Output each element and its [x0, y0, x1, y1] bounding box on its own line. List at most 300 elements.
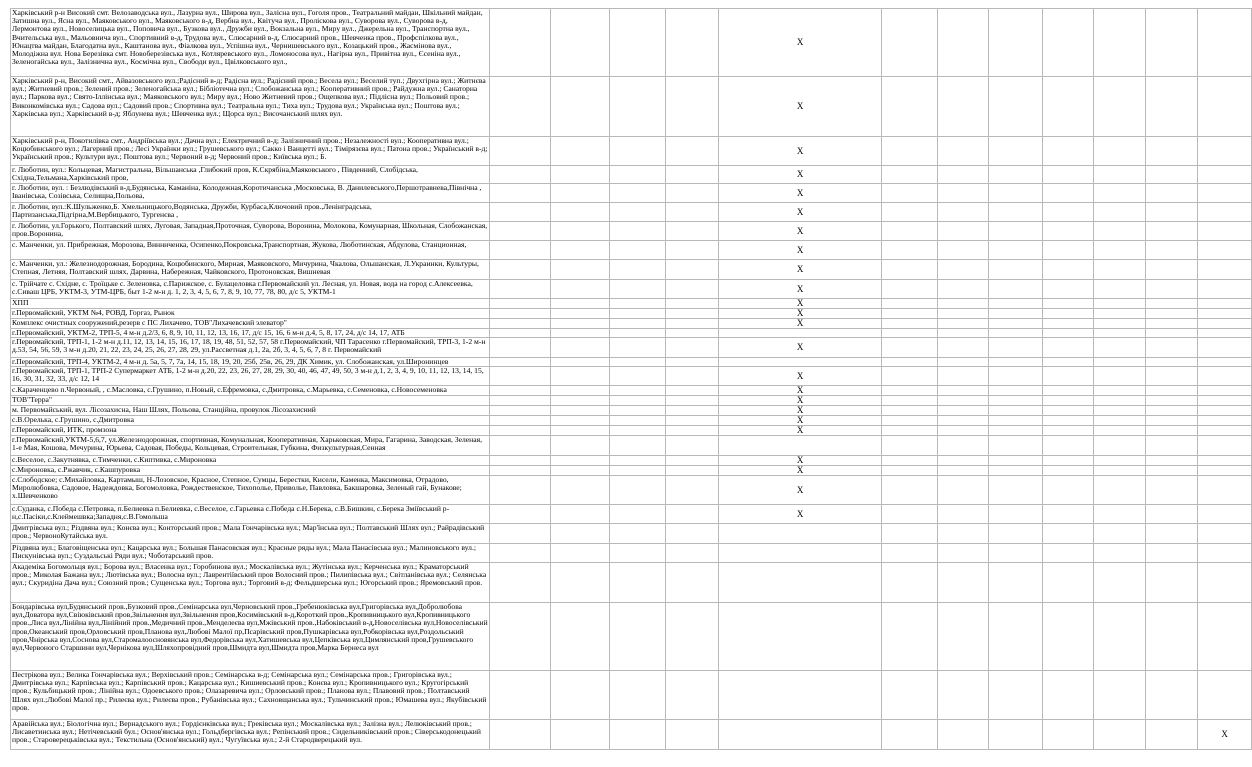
table-row	[11, 456, 1252, 466]
empty-cell	[882, 426, 937, 436]
empty-cell	[718, 720, 882, 750]
empty-cell	[1145, 260, 1197, 280]
empty-cell	[1094, 720, 1146, 750]
empty-cell	[989, 671, 1042, 720]
empty-cell	[989, 524, 1042, 544]
empty-cell	[1145, 524, 1197, 544]
empty-cell	[989, 406, 1042, 416]
empty-cell	[551, 524, 610, 544]
schedule-mark: X	[718, 77, 882, 137]
empty-cell	[937, 203, 989, 222]
empty-cell	[1198, 137, 1252, 166]
empty-cell	[551, 456, 610, 466]
empty-cell	[551, 77, 610, 137]
empty-cell	[666, 544, 718, 563]
empty-cell	[989, 9, 1042, 77]
empty-cell	[1042, 9, 1094, 77]
empty-cell	[666, 166, 718, 184]
empty-cell	[937, 671, 989, 720]
table-row	[11, 396, 1252, 406]
empty-cell	[1042, 476, 1094, 505]
address-cell	[11, 241, 490, 260]
address-cell	[11, 406, 490, 416]
schedule-mark	[718, 329, 882, 338]
empty-cell	[1094, 166, 1146, 184]
empty-cell	[551, 358, 610, 367]
empty-cell	[1145, 309, 1197, 319]
empty-cell	[718, 524, 882, 544]
empty-cell	[610, 505, 666, 524]
empty-cell	[882, 299, 937, 309]
address-cell	[11, 456, 490, 466]
empty-cell	[551, 203, 610, 222]
address-cell	[11, 563, 490, 603]
address-cell	[11, 184, 490, 203]
empty-cell	[1094, 309, 1146, 319]
address-cell	[11, 367, 490, 386]
empty-cell	[1094, 426, 1146, 436]
address-text: г.Первомайский, ТРП-4, УКТМ-2, 4 м-н д. 5а, 5, 7, 7а, 14, 15, 18, 19, 20, 25б, 25в, 26, 29, ДК Химик, ул. Слобожанская, ул.Широнинцев	[12, 358, 449, 366]
empty-cell	[989, 603, 1042, 671]
empty-cell	[489, 77, 551, 137]
empty-cell	[937, 396, 989, 406]
table-row	[11, 544, 1252, 563]
empty-cell	[1094, 671, 1146, 720]
schedule-mark: X	[718, 184, 882, 203]
empty-cell	[1094, 329, 1146, 338]
empty-cell	[1145, 241, 1197, 260]
empty-cell	[937, 137, 989, 166]
table-row	[11, 241, 1252, 260]
empty-cell	[937, 505, 989, 524]
table-row	[11, 329, 1252, 338]
address-text: г. Люботин, вул. : Безлюдівський в-д,Будянська, Каманіна, Колодежная,Коротичанська ,Московська, В. Данилевського,Першотравнева,Північна , Іванівська, Созівська, Селищна,Польова,	[12, 184, 482, 201]
schedule-mark: X	[718, 426, 882, 436]
empty-cell	[1198, 456, 1252, 466]
empty-cell	[489, 720, 551, 750]
empty-cell	[489, 338, 551, 358]
empty-cell	[1042, 386, 1094, 396]
empty-cell	[882, 367, 937, 386]
empty-cell	[937, 476, 989, 505]
empty-cell	[1198, 166, 1252, 184]
address-text: с.Веселое, с.Закутнявка, с.Тимченки, с.Киптивка, с.Мироновка	[12, 456, 217, 464]
address-cell	[11, 476, 490, 505]
empty-cell	[551, 466, 610, 476]
empty-cell	[1145, 406, 1197, 416]
empty-cell	[666, 241, 718, 260]
empty-cell	[610, 367, 666, 386]
address-cell	[11, 505, 490, 524]
empty-cell	[1145, 338, 1197, 358]
empty-cell	[666, 184, 718, 203]
address-text: с. Манченки, ул.: Железнодорожная, Бородина, Коцюбинского, Мирная, Маяковского, Мичурина, Чкалова, Ольшанская, Л.Украинки, Культуры, Степная, Летняя, Полтавский шлях, Дарвина, Набережная, Чайковского, Протоновская, Вишневая	[12, 260, 479, 277]
empty-cell	[489, 367, 551, 386]
empty-cell	[718, 544, 882, 563]
empty-cell	[1094, 544, 1146, 563]
empty-cell	[1198, 260, 1252, 280]
empty-cell	[610, 203, 666, 222]
table-row	[11, 671, 1252, 720]
schedule-mark	[718, 358, 882, 367]
empty-cell	[1145, 222, 1197, 241]
empty-cell	[1198, 319, 1252, 329]
empty-cell	[1042, 544, 1094, 563]
empty-cell	[666, 260, 718, 280]
empty-cell	[882, 222, 937, 241]
empty-cell	[882, 77, 937, 137]
empty-cell	[1145, 671, 1197, 720]
empty-cell	[1145, 386, 1197, 396]
empty-cell	[551, 406, 610, 416]
schedule-mark: X	[718, 280, 882, 299]
empty-cell	[551, 367, 610, 386]
table-row	[11, 166, 1252, 184]
empty-cell	[1094, 524, 1146, 544]
empty-cell	[989, 476, 1042, 505]
empty-cell	[882, 671, 937, 720]
empty-cell	[1145, 466, 1197, 476]
address-text: г.Первомайский, ТРП-1, ТРП-2 Супермаркет АТБ, 1-2 м-н д.20, 22, 23, 26, 27, 28, 29, 30, 40, 46, 47, 49, 50, 3 м-н д.1, 2, 3, 4, 9, 10, 11, 12, 13, 14, 15, 16, 30, 31, 32, 33, д/с 12, 14	[12, 367, 484, 384]
address-text: Харківський р-н Високий смт. Велозаводська вул., Лазурна вул., Широва вул., Залісна вул., Гоголя пров., Театральний майдан, Шкільний майдан, Затишна вул., Ясна вул., Маяковського вул., Маяковського в-д, Вербна вул., Квітуча вул., Пролісковa вул., Суворова вул., Суворова в-д, Лермонтова вул., Новоселицька вул., Поповича вул., Бузкова вул., Дружби вул., Вокзальна вул., Миру вул., Джерельна вул., Транспортна вул., Вчительська вул., Мальовнича вул., Спортивний в-д, Трудова вул., Слюсарний в-д, Слюсарний пров., Шевченка пров., Профспілкова вул., Юнацтва майдан, Благодатна вул., Каштанова вул., Фіалкова вул., Успішна вул., Чернишевського вул., Козацький пров., Жасмінова вул., Молодіжна вул. Нова Березівка смт. Новоберезівська вул., Котляревського вул., Ломоносова вул., Нагірна вул., Привітна вул., Єсеніна вул., Зеленогайська вул., Залізнична вул., Космічна вул., Свободи вул., Цвілковського вул.,	[12, 9, 483, 67]
empty-cell	[882, 9, 937, 77]
empty-cell	[1145, 77, 1197, 137]
empty-cell	[610, 603, 666, 671]
empty-cell	[610, 524, 666, 544]
empty-cell	[489, 222, 551, 241]
address-text: г.Первомайский, УКТМ №4, РОВД, Горгаз, Рынок	[12, 309, 175, 317]
empty-cell	[666, 563, 718, 603]
empty-cell	[1198, 436, 1252, 456]
schedule-mark: X	[718, 367, 882, 386]
empty-cell	[989, 466, 1042, 476]
schedule-mark: X	[718, 476, 882, 505]
empty-cell	[1198, 563, 1252, 603]
table-row	[11, 436, 1252, 456]
empty-cell	[937, 466, 989, 476]
empty-cell	[1145, 137, 1197, 166]
empty-cell	[610, 184, 666, 203]
empty-cell	[937, 406, 989, 416]
table-row	[11, 524, 1252, 544]
empty-cell	[937, 456, 989, 466]
empty-cell	[1198, 329, 1252, 338]
schedule-mark: X	[718, 203, 882, 222]
empty-cell	[989, 386, 1042, 396]
empty-cell	[882, 544, 937, 563]
empty-cell	[666, 524, 718, 544]
empty-cell	[882, 563, 937, 603]
empty-cell	[937, 241, 989, 260]
address-text: с.Суданка, с.Победа с.Петровка, п.Белиевка п.Белиевка, с.Веселое, с.Гарьевка с.Победа с.Н.Берека, с.В.Бишкин, с.Берека Зміївський р-н,с.Пасіки,с.Клеймешвка;Западня,с.В.Гомольша	[12, 505, 450, 522]
empty-cell	[937, 77, 989, 137]
empty-cell	[551, 309, 610, 319]
empty-cell	[1094, 603, 1146, 671]
empty-cell	[1042, 309, 1094, 319]
empty-cell	[989, 203, 1042, 222]
empty-cell	[1094, 358, 1146, 367]
empty-cell	[989, 338, 1042, 358]
empty-cell	[1094, 184, 1146, 203]
empty-cell	[666, 77, 718, 137]
empty-cell	[989, 456, 1042, 466]
empty-cell	[666, 137, 718, 166]
address-cell	[11, 358, 490, 367]
address-cell	[11, 280, 490, 299]
empty-cell	[937, 329, 989, 338]
empty-cell	[1094, 476, 1146, 505]
address-cell	[11, 603, 490, 671]
address-text: Бондарівська вул,Будянський пров.,Бузковий пров.,Семінарська вул,Черновський пров.,Гребенюківська вул,Григорівська вул,Добролюбова вул,Доватора вул,Свіюківський пров,Звільнення вул,Звільнення пров,Косимівський в-д,Короткий пров.,Кропивницького вул,Кропивницького пров.,Лиса вул,Лінійна вул,Лінійний пров.,Медичний пров.,Менделеєва вул,Мжівський пров.,Набоківський в-д,Новоселівська вул,Новоселівський пров,Океанський пров,Орловський пров,Планова вул,Любові Малої пр,Псарівський пров,Пушкарівська вул,Робкорівська вул,Роздольський пров,Чнірська вул,Соснова вул,Старомалоосновянська вул,Федорівська вул,Хатишевська вул,Цепківська вул,Цимлянський пров,Грушевського вул,Червоного Старшини вул,Чернікова вул,Шляхопровідний пров,Шмидта вул,Шмидта пров,Марка Бернеса вул	[12, 603, 488, 653]
empty-cell	[1198, 426, 1252, 436]
empty-cell	[882, 436, 937, 456]
empty-cell	[989, 241, 1042, 260]
empty-cell	[989, 720, 1042, 750]
empty-cell	[882, 396, 937, 406]
empty-cell	[1042, 671, 1094, 720]
empty-cell	[1145, 396, 1197, 406]
address-cell	[11, 436, 490, 456]
address-text: с. Манченки, ул. Прибрежная, Морозова, Винниченка, Осипенко,Покровська,Транспортная, Жукова, Люботинская, Абдулова, Станционная,	[12, 241, 467, 249]
empty-cell	[1198, 309, 1252, 319]
empty-cell	[937, 436, 989, 456]
empty-cell	[1042, 603, 1094, 671]
empty-cell	[989, 309, 1042, 319]
address-text: г.Первомайский, ТРП-1, 1-2 м-н д.11, 12, 13, 14, 15, 16, 17, 18, 19, 48, 51, 52, 57, 58 г.Первомайский, ЧП Тарасенко г.Первомайский, ТРП-3, 1-2 м-н д.53, 54, 56, 59, 3 м-н д.20, 21, 22, 23, 24, 25, 26, 27, 28, 29, ул.Рассветная д.1, 2а, 2б, 3, 4, 5, 6, 7, 8 г. Первомайский	[12, 338, 486, 355]
empty-cell	[989, 563, 1042, 603]
empty-cell	[1198, 386, 1252, 396]
empty-cell	[1145, 426, 1197, 436]
empty-cell	[989, 137, 1042, 166]
address-text: Харківський р-н, Високий смт., Айвазовського вул.;Радісний в-д; Радісна вул.; Радісний пров.; Весела вул.; Веселий туп.; Двухгірна вул.; Житнєва вул.; Житневий пров.; Зелений пров.; Зеленогайська вул.; Бібліотечна вул.; Слобожанська вул.; Кооперативний пров.; Райдужна вул.; Санаторна вул.; Паркова вул.; Свято-Іллінська вул.; Маяковського вул.; Миру вул.; Ново Житневий пров.; Ощепкова вул.; Підлісна вул.; Польовий пров.; Виконкомівська вул.; Садова вул.; Садовий пров.; Спортивна вул.; Театральна вул.; Тиха вул.; Трудова вул.; Українська вул.; Поштова вул.; Харківська вул.; Харківський в-д; Яблунева вул.; Шевченка вул.; Щорса вул.; Височанський шлях вул.	[12, 77, 486, 118]
schedule-mark: X	[718, 222, 882, 241]
address-text: с. Трійчате с. Східне, с. Троїцьке с. Зеленовка, с.Парижское, с. Булацеловка г.Первомайский ул. Лесная, ул. Новая, вода на город с.Алексеевка, с.Сиваш ЦРБ, УКТМ-3, УТМ-ЦРБ, быт 1-2 м-н д. 1, 2, 3, 4, 5, 6, 7, 8, 9, 10, 77, 78, 80, д/с 5, УКТМ-1	[12, 280, 473, 297]
empty-cell	[551, 671, 610, 720]
empty-cell	[1198, 241, 1252, 260]
empty-cell	[1094, 416, 1146, 426]
empty-cell	[489, 241, 551, 260]
address-text: г. Люботин, ул.Горького, Полтавский шлях, Луговая, Западная,Проточная, Суворова, Воронина, Молокова, Комунарная, Школьная, Слобожанская, пров.Воронина,	[12, 222, 488, 239]
empty-cell	[937, 367, 989, 386]
empty-cell	[1094, 299, 1146, 309]
empty-cell	[1198, 603, 1252, 671]
empty-cell	[1094, 319, 1146, 329]
empty-cell	[882, 319, 937, 329]
address-cell	[11, 396, 490, 406]
empty-cell	[1198, 544, 1252, 563]
empty-cell	[551, 137, 610, 166]
empty-cell	[1145, 329, 1197, 338]
address-cell	[11, 720, 490, 750]
empty-cell	[666, 203, 718, 222]
empty-cell	[666, 671, 718, 720]
empty-cell	[1198, 396, 1252, 406]
address-text: Академіка Богомольця вул.; Борова вул.; Власенка вул.; Горобинова вул.; Москалівська вул.; Жутінська вул.; Керченська вул.; Краматорський пров.; Миколая Бажана вул.; Лютівська вул.; Волоcна вул.; Лаврентіївський пров Волосний пров.; Пилипівська вул.; Світланівська вул.; Селянська вул.; Скуридіна Дача вул.; Союзний пров.; Сущенська вул.; Торгова вул.; Торговий в-д; Фельдшерська вул.; Югорський пров.; Яремовський пров.	[12, 563, 487, 588]
empty-cell	[1042, 396, 1094, 406]
empty-cell	[1145, 563, 1197, 603]
empty-cell	[1094, 367, 1146, 386]
empty-cell	[1198, 222, 1252, 241]
empty-cell	[1094, 386, 1146, 396]
table-row	[11, 280, 1252, 299]
schedule-mark: X	[718, 396, 882, 406]
schedule-mark: X	[718, 309, 882, 319]
empty-cell	[489, 671, 551, 720]
address-cell	[11, 338, 490, 358]
empty-cell	[1042, 358, 1094, 367]
empty-cell	[1198, 367, 1252, 386]
empty-cell	[1198, 77, 1252, 137]
table-row	[11, 386, 1252, 396]
empty-cell	[666, 476, 718, 505]
table-row	[11, 338, 1252, 358]
empty-cell	[1145, 544, 1197, 563]
empty-cell	[882, 466, 937, 476]
empty-cell	[1145, 436, 1197, 456]
empty-cell	[1042, 720, 1094, 750]
address-cell	[11, 386, 490, 396]
schedule-mark: X	[718, 319, 882, 329]
address-text: Пестрікова вул.; Велика Гончарівська вул.; Верхівський пров.; Семінарська в-д; Семінарська вул.; Семінарська пров.; Григорівська вул.; Дмитрівська вул.; Карпівська вул.; Карпівський пров.; Кацарська вул.; Кишиевський пров.; Конєва вул.; Кропивницького вул.; Кругогірський пров.; Кульбицький пров.; Лінійна вул.; Одоевського пров.; Олазаревича вул.; Орловський пров.; Планова вул.; Плавовий пров.; Полтавський Шлях вул.;Любові Малої пр.; Рилеєва вул.; Рилеєва пров.; Рубанівська вул.; Сахновщанська вул.; Тульчинський пров.; Юмашева вул.; Якубівський пров.	[12, 671, 487, 712]
empty-cell	[1145, 184, 1197, 203]
empty-cell	[1094, 280, 1146, 299]
empty-cell	[1145, 603, 1197, 671]
empty-cell	[666, 603, 718, 671]
table-row	[11, 466, 1252, 476]
empty-cell	[989, 367, 1042, 386]
empty-cell	[551, 299, 610, 309]
empty-cell	[666, 396, 718, 406]
address-text: г.Первомайский, УКТМ-2, ТРП-5, 4 м-н д.2/3, 6, 8, 9, 10, 11, 12, 13, 16, 17, д/с 15, 16, 6 м-н д.4, 5, 8, 17, 24, д/с 14, 17, АТБ	[12, 329, 405, 337]
empty-cell	[1198, 280, 1252, 299]
empty-cell	[489, 466, 551, 476]
empty-cell	[882, 280, 937, 299]
table-row	[11, 563, 1252, 603]
empty-cell	[1198, 203, 1252, 222]
address-text: Різдвяна вул.; Благовіщенська вул.; Кацарська вул.; Большая Панасовская вул.; Красные ряды вул.; Мала Панасівська вул.; Малиновського вул.; Пискунівська вул.; Суздальські Ряди вул.; Чоботарський пров.	[12, 544, 476, 561]
empty-cell	[937, 386, 989, 396]
empty-cell	[489, 505, 551, 524]
empty-cell	[937, 563, 989, 603]
empty-cell	[989, 544, 1042, 563]
table-row	[11, 720, 1252, 750]
empty-cell	[937, 338, 989, 358]
table-row	[11, 299, 1252, 309]
address-cell	[11, 299, 490, 309]
empty-cell	[1094, 338, 1146, 358]
empty-cell	[1094, 466, 1146, 476]
empty-cell	[610, 426, 666, 436]
empty-cell	[1042, 524, 1094, 544]
empty-cell	[489, 544, 551, 563]
empty-cell	[1094, 260, 1146, 280]
empty-cell	[489, 456, 551, 466]
empty-cell	[989, 77, 1042, 137]
empty-cell	[666, 436, 718, 456]
empty-cell	[937, 299, 989, 309]
empty-cell	[1042, 166, 1094, 184]
empty-cell	[489, 166, 551, 184]
empty-cell	[1094, 563, 1146, 603]
empty-cell	[666, 406, 718, 416]
address-cell	[11, 9, 490, 77]
empty-cell	[937, 544, 989, 563]
address-cell	[11, 329, 490, 338]
schedule-mark: X	[718, 406, 882, 416]
empty-cell	[666, 329, 718, 338]
empty-cell	[666, 319, 718, 329]
empty-cell	[1042, 563, 1094, 603]
address-text: Дмитрівська вул.; Різдвяна вул.; Конєва вул.; Конторський пров.; Мала Гончарівська вул.; Мар'їнська вул.; Полтавський Шлях вул.; Райрадівський пров.; ЧервоноКутайська вул.	[12, 524, 485, 541]
empty-cell	[1094, 406, 1146, 416]
address-cell	[11, 203, 490, 222]
empty-cell	[610, 544, 666, 563]
table-body	[11, 9, 1252, 750]
empty-cell	[989, 329, 1042, 338]
empty-cell	[1145, 456, 1197, 466]
empty-cell	[989, 299, 1042, 309]
empty-cell	[1145, 299, 1197, 309]
empty-cell	[718, 563, 882, 603]
table-row	[11, 426, 1252, 436]
empty-cell	[1145, 358, 1197, 367]
empty-cell	[666, 280, 718, 299]
empty-cell	[610, 137, 666, 166]
address-text: г. Люботин, вул.:К.Шульженко,Б. Хмельницького,Водянська, Дружби, Курбаса,Ключовий пров.,Ленінградська, Партизанська,Підгірна,М.Вербицького, Тургенєва ,	[12, 203, 372, 220]
schedule-mark: X	[718, 299, 882, 309]
schedule-mark: X	[718, 386, 882, 396]
empty-cell	[1198, 466, 1252, 476]
empty-cell	[1145, 367, 1197, 386]
empty-cell	[989, 166, 1042, 184]
empty-cell	[989, 416, 1042, 426]
empty-cell	[1145, 203, 1197, 222]
empty-cell	[610, 416, 666, 426]
empty-cell	[666, 386, 718, 396]
empty-cell	[666, 338, 718, 358]
table-row	[11, 309, 1252, 319]
empty-cell	[882, 476, 937, 505]
table-row	[11, 505, 1252, 524]
address-cell	[11, 166, 490, 184]
empty-cell	[489, 184, 551, 203]
empty-cell	[937, 222, 989, 241]
empty-cell	[1198, 9, 1252, 77]
table-row	[11, 319, 1252, 329]
empty-cell	[1042, 184, 1094, 203]
schedule-mark: X	[718, 505, 882, 524]
empty-cell	[610, 671, 666, 720]
empty-cell	[1198, 406, 1252, 416]
empty-cell	[1094, 77, 1146, 137]
empty-cell	[610, 358, 666, 367]
empty-cell	[1145, 505, 1197, 524]
empty-cell	[989, 396, 1042, 406]
empty-cell	[882, 406, 937, 416]
empty-cell	[937, 260, 989, 280]
empty-cell	[1042, 416, 1094, 426]
empty-cell	[551, 436, 610, 456]
empty-cell	[551, 329, 610, 338]
address-cell	[11, 309, 490, 319]
empty-cell	[1145, 319, 1197, 329]
empty-cell	[551, 280, 610, 299]
empty-cell	[1094, 456, 1146, 466]
address-text: г.Первомайский, ИТК, промзона	[12, 426, 117, 434]
address-cell	[11, 524, 490, 544]
empty-cell	[1042, 299, 1094, 309]
empty-cell	[666, 426, 718, 436]
